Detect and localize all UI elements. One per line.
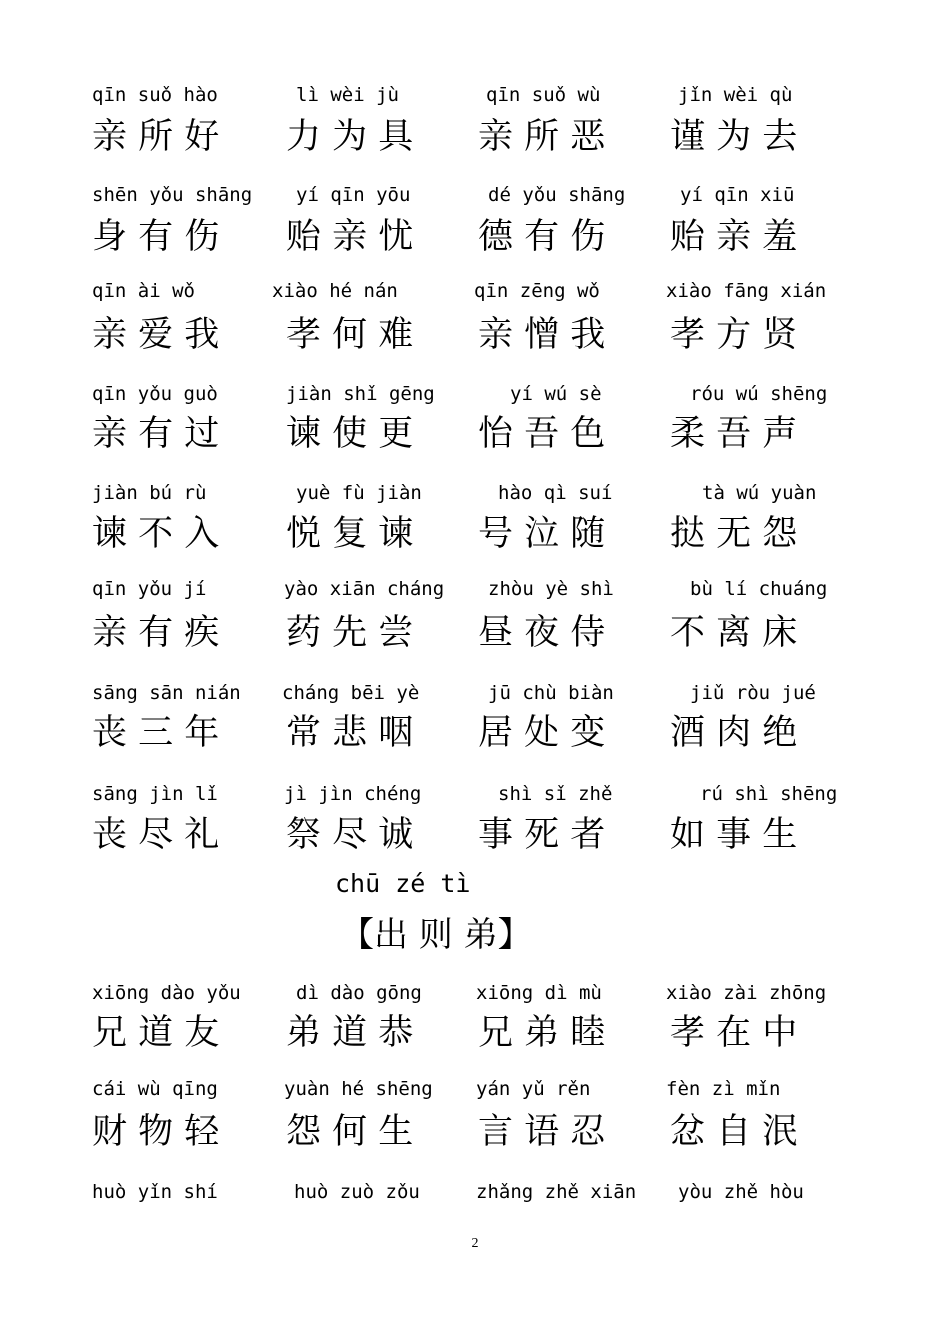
hanzi-phrase: 德 有 伤 <box>478 217 606 257</box>
hanzi-phrase: 亲 有 疾 <box>92 613 220 653</box>
pinyin-line: xiào zài zhōng <box>666 982 827 1004</box>
pinyin-line: huò yǐn shí <box>92 1181 218 1203</box>
hanzi-phrase: 怨 何 生 <box>286 1112 414 1152</box>
pinyin-line: qīn zēng wǒ <box>474 280 600 302</box>
section-title-pinyin: chū zé tì <box>335 869 471 898</box>
pinyin-line: yuàn hé shēng <box>284 1078 433 1100</box>
pinyin-line: yí wú sè <box>510 383 602 405</box>
pinyin-line: jì jìn chéng <box>284 783 422 805</box>
pinyin-line: xiào fāng xián <box>666 280 827 302</box>
pinyin-line: yòu zhě hòu <box>678 1181 804 1203</box>
pinyin-line: cháng bēi yè <box>282 682 420 704</box>
pinyin-line: qīn yǒu jí <box>92 578 207 600</box>
pinyin-line: shēn yǒu shāng <box>92 184 253 206</box>
pinyin-line: xiào hé nán <box>272 280 398 302</box>
hanzi-phrase: 身 有 伤 <box>92 217 220 257</box>
pinyin-line: jū chù biàn <box>488 682 614 704</box>
pinyin-line: tà wú yuàn <box>702 482 817 504</box>
hanzi-phrase: 谏 使 更 <box>286 414 414 454</box>
hanzi-phrase: 贻 亲 羞 <box>670 217 798 257</box>
hanzi-phrase: 昼 夜 侍 <box>478 613 606 653</box>
pinyin-line: bù lí chuáng <box>690 578 828 600</box>
hanzi-phrase: 谨 为 去 <box>670 117 798 157</box>
hanzi-phrase: 不 离 床 <box>670 613 798 653</box>
pinyin-line: hào qì suí <box>498 482 613 504</box>
pinyin-line: zhǎng zhě xiān <box>476 1181 637 1203</box>
hanzi-phrase: 力 为 具 <box>286 117 414 157</box>
pinyin-line: dì dào gōng <box>296 982 422 1004</box>
pinyin-line: xiōng dì mù <box>476 982 602 1004</box>
pinyin-line: shì sǐ zhě <box>498 783 613 805</box>
pinyin-line: qīn suǒ hào <box>92 84 218 106</box>
pinyin-line: jiàn shǐ gēng <box>286 383 435 405</box>
page-number: 2 <box>471 1236 479 1251</box>
pinyin-line: yuè fù jiàn <box>296 482 422 504</box>
hanzi-phrase: 亲 憎 我 <box>478 315 606 355</box>
hanzi-phrase: 忿 自 泯 <box>670 1112 798 1152</box>
hanzi-phrase: 怡 吾 色 <box>478 414 606 454</box>
pinyin-line: rú shì shēng <box>700 783 838 805</box>
hanzi-phrase: 祭 尽 诚 <box>286 815 414 855</box>
section-title: 【出 则 弟】 <box>340 915 532 955</box>
pinyin-line: yí qīn xiū <box>680 184 795 206</box>
pinyin-line: yào xiān cháng <box>284 578 445 600</box>
hanzi-phrase: 事 死 者 <box>478 815 606 855</box>
hanzi-phrase: 柔 吾 声 <box>670 414 798 454</box>
pinyin-line: sāng sān nián <box>92 682 241 704</box>
pinyin-line: qīn yǒu guò <box>92 383 218 405</box>
pinyin-line: cái wù qīng <box>92 1078 218 1100</box>
hanzi-phrase: 亲 有 过 <box>92 414 220 454</box>
pinyin-line: yí qīn yōu <box>296 184 411 206</box>
pinyin-line: zhòu yè shì <box>488 578 614 600</box>
hanzi-phrase: 常 悲 咽 <box>286 713 414 753</box>
pinyin-line: jǐn wèi qù <box>678 84 793 106</box>
hanzi-phrase: 兄 弟 睦 <box>478 1013 606 1053</box>
hanzi-phrase: 言 语 忍 <box>478 1112 606 1152</box>
pinyin-line: qīn suǒ wù <box>486 84 601 106</box>
hanzi-phrase: 如 事 生 <box>670 815 798 855</box>
pinyin-line: huò zuò zǒu <box>294 1181 420 1203</box>
pinyin-line: xiōng dào yǒu <box>92 982 241 1004</box>
hanzi-phrase: 丧 尽 礼 <box>92 815 220 855</box>
hanzi-phrase: 贻 亲 忧 <box>286 217 414 257</box>
pinyin-line: lì wèi jù <box>296 84 399 106</box>
hanzi-phrase: 酒 肉 绝 <box>670 713 798 753</box>
pinyin-line: sāng jìn lǐ <box>92 783 218 805</box>
hanzi-phrase: 挞 无 怨 <box>670 514 798 554</box>
pinyin-line: jiǔ ròu jué <box>690 682 816 704</box>
pinyin-line: qīn ài wǒ <box>92 280 195 302</box>
hanzi-phrase: 孝 何 难 <box>286 315 414 355</box>
hanzi-phrase: 亲 所 好 <box>92 117 220 157</box>
hanzi-phrase: 亲 爱 我 <box>92 315 220 355</box>
hanzi-phrase: 谏 不 入 <box>92 514 220 554</box>
hanzi-phrase: 药 先 尝 <box>286 613 414 653</box>
hanzi-phrase: 号 泣 随 <box>478 514 606 554</box>
pinyin-line: fèn zì mǐn <box>666 1078 781 1100</box>
pinyin-line: róu wú shēng <box>690 383 828 405</box>
hanzi-phrase: 丧 三 年 <box>92 713 220 753</box>
hanzi-phrase: 财 物 轻 <box>92 1112 220 1152</box>
pinyin-line: jiàn bú rù <box>92 482 207 504</box>
hanzi-phrase: 孝 在 中 <box>670 1013 798 1053</box>
hanzi-phrase: 兄 道 友 <box>92 1013 220 1053</box>
hanzi-phrase: 居 处 变 <box>478 713 606 753</box>
hanzi-phrase: 亲 所 恶 <box>478 117 606 157</box>
pinyin-line: yán yǔ rěn <box>476 1078 591 1100</box>
pinyin-line: dé yǒu shāng <box>488 184 626 206</box>
hanzi-phrase: 悦 复 谏 <box>286 514 414 554</box>
hanzi-phrase: 孝 方 贤 <box>670 315 798 355</box>
hanzi-phrase: 弟 道 恭 <box>286 1013 414 1053</box>
